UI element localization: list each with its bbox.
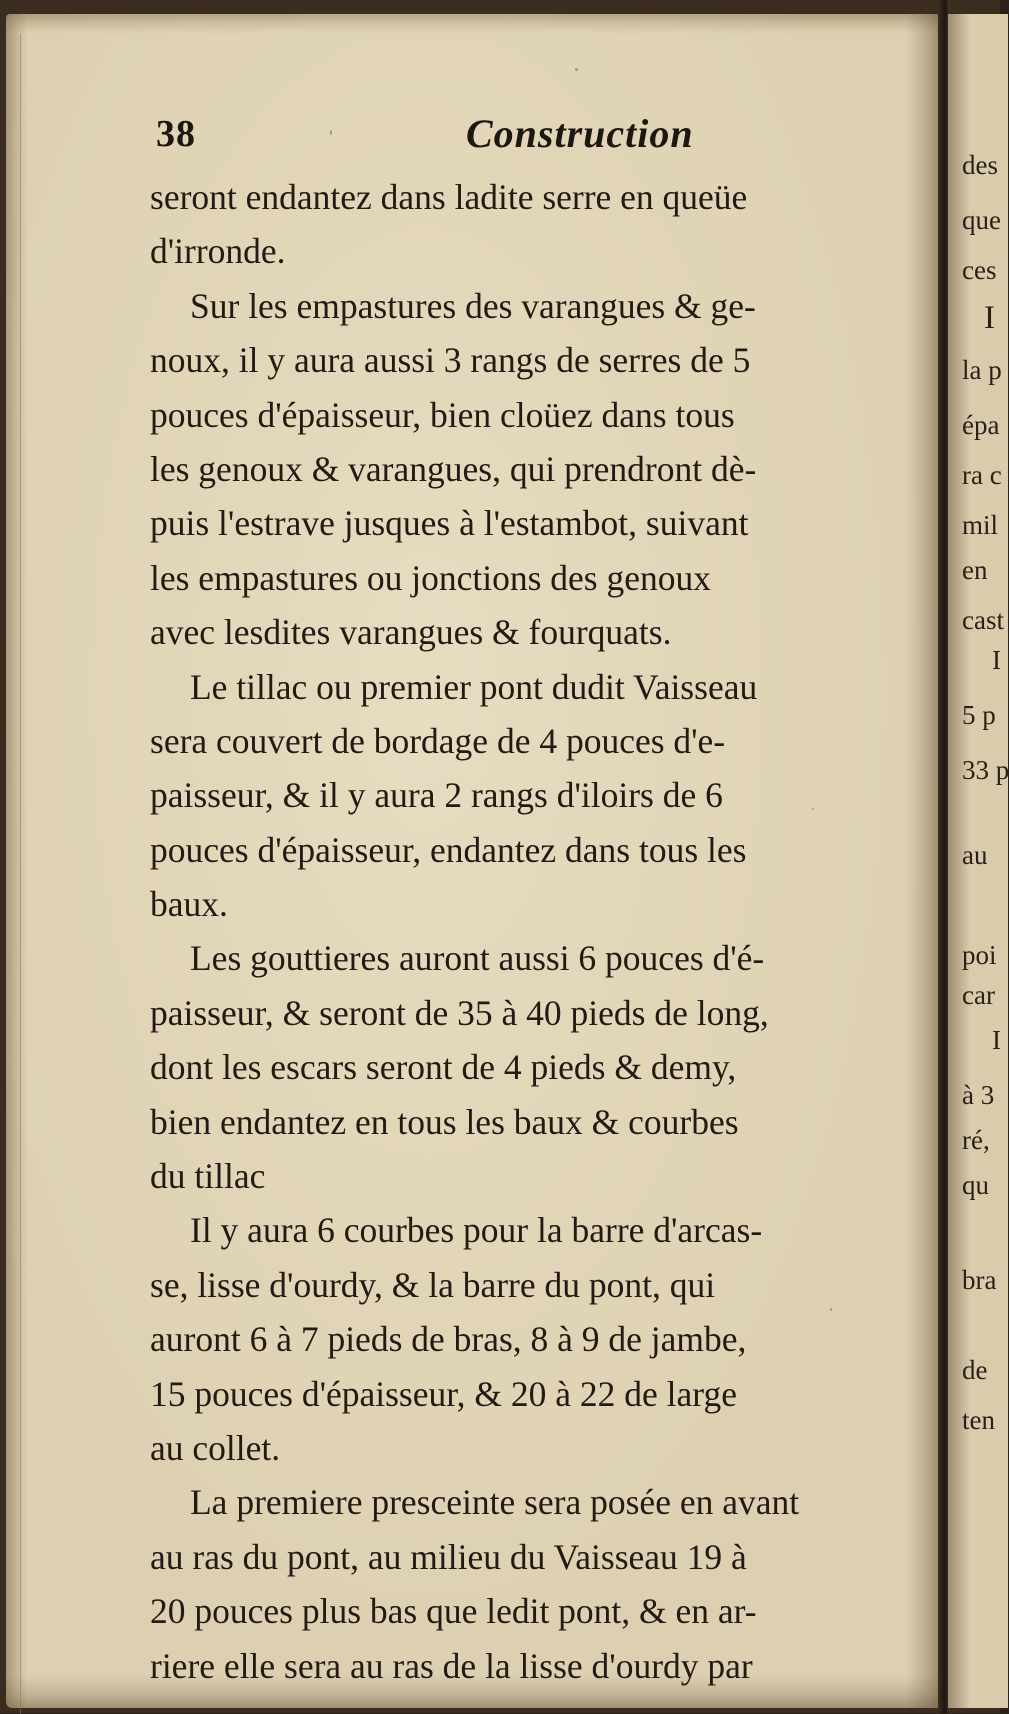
text-line: riere elle sera au ras de la lisse d'ourdy par: [150, 1645, 753, 1686]
text-line: les genoux & varangues, qui prendront dè-: [150, 448, 757, 489]
facing-fragment: mil: [962, 510, 999, 540]
text-line: auront 6 à 7 pieds de bras, 8 à 9 de jambe,: [150, 1319, 747, 1360]
facing-fragment: des: [962, 150, 998, 180]
running-title: Construction: [466, 111, 694, 156]
facing-fragment: à 3: [962, 1080, 995, 1110]
text-line: Sur les empastures des varangues & ge-: [190, 285, 756, 326]
facing-fragment: cast: [962, 605, 1004, 635]
paper-speck: [615, 805, 618, 807]
text-line: puis l'estrave jusques à l'estambot, suivant: [150, 503, 749, 544]
facing-fragment: en: [962, 555, 988, 585]
facing-fragment: ten: [962, 1405, 995, 1435]
text-line: 15 pouces d'épaisseur, & 20 à 22 de large: [150, 1373, 737, 1414]
text-line: se, lisse d'ourdy, & la barre du pont, qui: [150, 1264, 716, 1305]
text-line: baux.: [150, 884, 228, 925]
text-line: au collet.: [150, 1427, 281, 1468]
facing-fragment: ra c: [962, 460, 1002, 490]
text-line: paisseur, & il y aura 2 rangs d'iloirs de 6: [150, 775, 723, 816]
facing-fragment: 33 p: [962, 755, 1009, 785]
facing-fragment: épa: [962, 410, 1000, 440]
facing-fragment: que: [962, 205, 1001, 235]
page-edge-shadow: [20, 34, 49, 1714]
text-line: noux, il y aura aussi 3 rangs de serres de 5: [150, 340, 751, 381]
text-line: avec lesdites varangues & fourquats.: [150, 612, 672, 653]
text-line: paisseur, & seront de 35 à 40 pieds de long,: [150, 992, 769, 1033]
facing-fragment: bra: [962, 1265, 997, 1295]
facing-fragment: poi: [962, 940, 997, 970]
text-line: Le tillac ou premier pont dudit Vaisseau: [190, 666, 758, 707]
facing-fragment: I: [992, 645, 1001, 675]
text-line: seront endantez dans ladite serre en queüe: [150, 177, 748, 217]
text-line: bien endantez en tous les baux & courbes: [150, 1101, 739, 1142]
text-line: du tillac: [150, 1156, 266, 1197]
text-line: Les gouttieres auront aussi 6 pouces d'é-: [190, 938, 765, 979]
facing-fragment: I: [992, 1025, 1001, 1055]
paper-speck: [330, 130, 332, 135]
facing-fragment: car: [962, 980, 995, 1010]
text-line: dont les escars seront de 4 pieds & demy,: [150, 1047, 737, 1088]
text-line: 20 pouces plus bas que ledit pont, & en ar-: [150, 1591, 757, 1632]
text-line: pouces d'épaisseur, endantez dans tous les: [150, 829, 747, 870]
page-number: 38: [156, 113, 196, 155]
page-body: [150, 170, 940, 1693]
text-line: La premiere presceinte sera posée en avant: [190, 1482, 800, 1523]
text-line: d'irronde.: [150, 231, 286, 272]
facing-fragment: au: [962, 840, 988, 870]
text-line: sera couvert de bordage de 4 pouces d'e-: [150, 720, 726, 761]
facing-fragment: 5 p: [962, 700, 996, 730]
text-line: les empastures ou jonctions des genoux: [150, 557, 711, 598]
facing-fragment: I: [984, 300, 995, 336]
paper-speck: [830, 1308, 832, 1311]
facing-fragment: ces: [962, 255, 997, 285]
paper-speck: [575, 68, 578, 71]
facing-fragment: qu: [962, 1170, 989, 1200]
paper-speck: [812, 808, 814, 810]
facing-fragment: de: [962, 1355, 988, 1385]
text-line: au ras du pont, au milieu du Vaisseau 19 à: [150, 1536, 747, 1577]
facing-fragment: la p: [962, 355, 1002, 385]
page-header: [156, 112, 856, 172]
facing-fragment: ré,: [962, 1125, 990, 1155]
text-line: pouces d'épaisseur, bien cloüez dans tous: [150, 394, 735, 435]
facing-page-text: [958, 0, 1008, 1713]
text-line: Il y aura 6 courbes pour la barre d'arcas-: [190, 1210, 763, 1251]
